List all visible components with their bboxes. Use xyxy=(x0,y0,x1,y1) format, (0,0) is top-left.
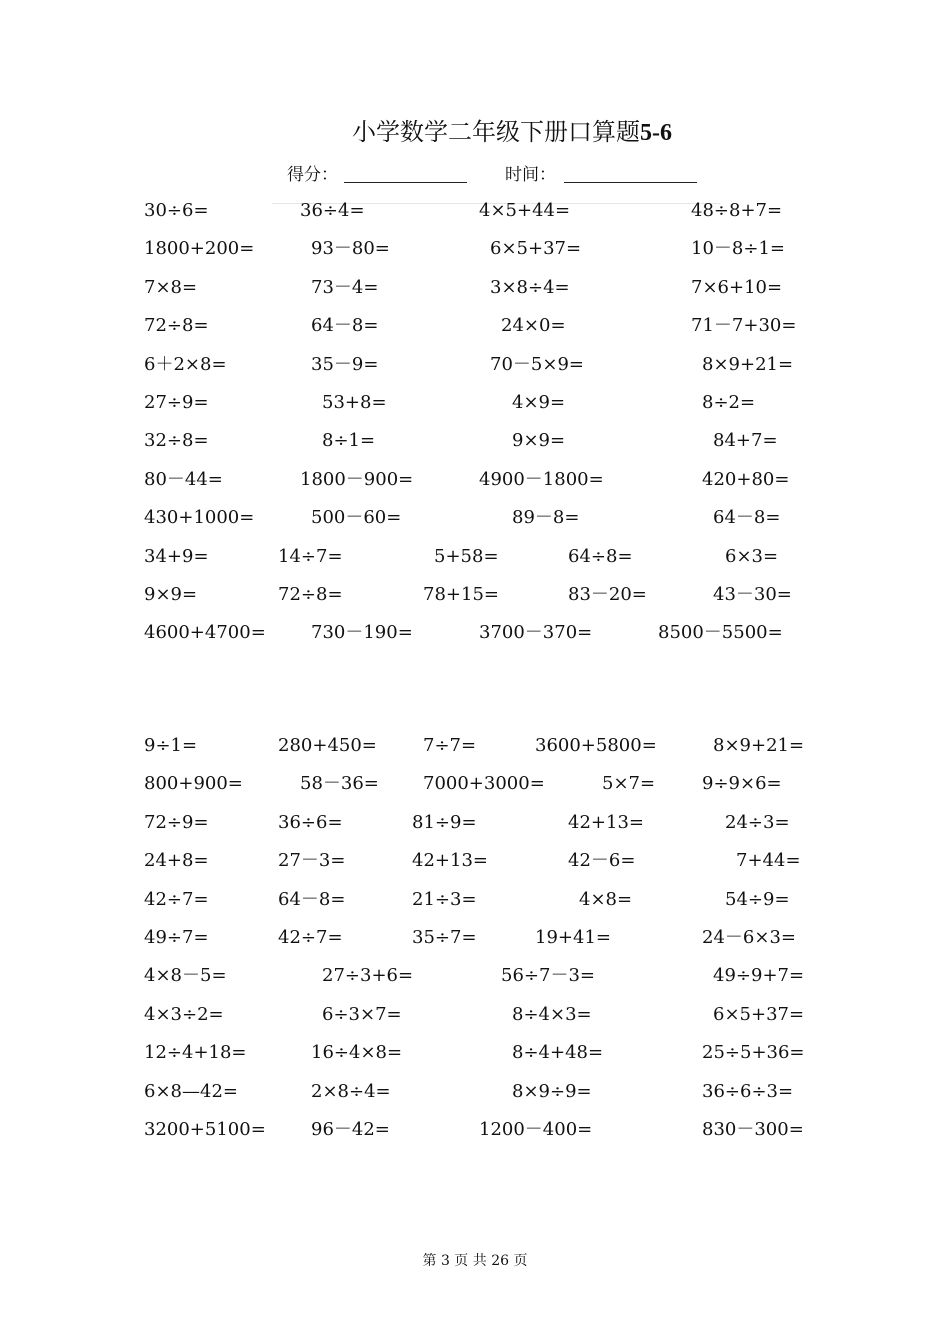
arithmetic-problem: 3×8÷4= xyxy=(490,277,570,298)
arithmetic-problem: 9÷9×6= xyxy=(702,773,782,794)
arithmetic-problem: 9×9= xyxy=(144,584,198,605)
arithmetic-problem: 8500－5500= xyxy=(658,622,783,643)
arithmetic-problem: 8×9÷9= xyxy=(512,1081,592,1102)
arithmetic-problem: 72÷8= xyxy=(278,584,343,605)
arithmetic-problem: 830－300= xyxy=(702,1119,804,1140)
arithmetic-problem: 1800+200= xyxy=(144,238,255,259)
arithmetic-problem: 25÷5+36= xyxy=(702,1042,805,1063)
arithmetic-problem: 3600+5800= xyxy=(535,735,657,756)
arithmetic-problem: 4×3÷2= xyxy=(144,1004,224,1025)
arithmetic-problem: 48÷8+7= xyxy=(691,200,783,221)
arithmetic-problem: 10－8÷1= xyxy=(691,238,785,259)
arithmetic-problem: 36÷4= xyxy=(300,200,365,221)
arithmetic-problem: 70－5×9= xyxy=(490,354,584,375)
arithmetic-problem: 6＋2×8= xyxy=(144,354,227,375)
arithmetic-problem: 42÷7= xyxy=(144,889,209,910)
arithmetic-problem: 42÷7= xyxy=(278,927,343,948)
score-blank[interactable] xyxy=(344,182,467,183)
arithmetic-problem: 64－8= xyxy=(713,507,781,528)
time-blank[interactable] xyxy=(564,182,697,183)
arithmetic-problem: 42－6= xyxy=(568,850,636,871)
arithmetic-problem: 49÷9+7= xyxy=(713,965,805,986)
arithmetic-problem: 500－60= xyxy=(311,507,402,528)
arithmetic-problem: 7+44= xyxy=(736,850,801,871)
arithmetic-problem: 24÷3= xyxy=(725,812,790,833)
arithmetic-problem: 36÷6÷3= xyxy=(702,1081,794,1102)
arithmetic-problem: 8×9+21= xyxy=(702,354,794,375)
page-title xyxy=(0,112,950,147)
arithmetic-problem: 4×8－5= xyxy=(144,965,227,986)
arithmetic-problem: 64－8= xyxy=(278,889,346,910)
arithmetic-problem: 1800－900= xyxy=(300,469,414,490)
title-text: 小学数学二年级下册口算题 xyxy=(352,118,640,146)
arithmetic-problem: 72÷9= xyxy=(144,812,209,833)
arithmetic-problem: 6÷3×7= xyxy=(322,1004,402,1025)
arithmetic-problem: 730－190= xyxy=(311,622,413,643)
arithmetic-problem: 9÷1= xyxy=(144,735,198,756)
arithmetic-problem: 80－44= xyxy=(144,469,223,490)
arithmetic-problem: 72÷8= xyxy=(144,315,209,336)
arithmetic-problem: 4900－1800= xyxy=(479,469,604,490)
arithmetic-problem: 43－30= xyxy=(713,584,792,605)
arithmetic-problem: 89－8= xyxy=(512,507,580,528)
arithmetic-problem: 35÷7= xyxy=(412,927,477,948)
arithmetic-problem: 24－6×3= xyxy=(702,927,796,948)
arithmetic-problem: 81÷9= xyxy=(412,812,477,833)
arithmetic-problem: 34+9= xyxy=(144,546,209,567)
arithmetic-problem: 27÷3+6= xyxy=(322,965,414,986)
arithmetic-problem: 27－3= xyxy=(278,850,346,871)
arithmetic-problem: 54÷9= xyxy=(725,889,790,910)
arithmetic-problem: 9×9= xyxy=(512,430,566,451)
arithmetic-problem: 56÷7－3= xyxy=(501,965,595,986)
arithmetic-problem: 6×5+37= xyxy=(713,1004,805,1025)
arithmetic-problem: 14÷7= xyxy=(278,546,343,567)
score-label: 得分： xyxy=(287,165,338,185)
arithmetic-problem: 3700－370= xyxy=(479,622,593,643)
arithmetic-problem: 8÷2= xyxy=(702,392,756,413)
arithmetic-problem: 30÷6= xyxy=(144,200,209,221)
arithmetic-problem: 83－20= xyxy=(568,584,647,605)
arithmetic-problem: 19+41= xyxy=(535,927,611,948)
arithmetic-problem: 2×8÷4= xyxy=(311,1081,391,1102)
arithmetic-problem: 3200+5100= xyxy=(144,1119,266,1140)
time-label: 时间： xyxy=(505,165,556,185)
arithmetic-problem: 7×6+10= xyxy=(691,277,783,298)
arithmetic-problem: 7÷7= xyxy=(423,735,477,756)
arithmetic-problem: 6×8—42= xyxy=(144,1081,238,1102)
arithmetic-problem: 12÷4+18= xyxy=(144,1042,247,1063)
arithmetic-problem: 24×0= xyxy=(501,315,566,336)
arithmetic-problem: 64÷8= xyxy=(568,546,633,567)
arithmetic-problem: 42+13= xyxy=(568,812,644,833)
arithmetic-problem: 36÷6= xyxy=(278,812,343,833)
arithmetic-problem: 4600+4700= xyxy=(144,622,266,643)
arithmetic-problem: 4×9= xyxy=(512,392,566,413)
arithmetic-problem: 49÷7= xyxy=(144,927,209,948)
arithmetic-problem: 6×3= xyxy=(725,546,779,567)
arithmetic-problem: 27÷9= xyxy=(144,392,209,413)
arithmetic-problem: 8÷4+48= xyxy=(512,1042,604,1063)
arithmetic-problem: 21÷3= xyxy=(412,889,477,910)
arithmetic-problem: 7×8= xyxy=(144,277,198,298)
arithmetic-problem: 32÷8= xyxy=(144,430,209,451)
title-number: 5-6 xyxy=(640,120,672,146)
arithmetic-problem: 93－80= xyxy=(311,238,390,259)
arithmetic-problem: 420+80= xyxy=(702,469,790,490)
arithmetic-problem: 35－9= xyxy=(311,354,379,375)
arithmetic-problem: 96－42= xyxy=(311,1119,390,1140)
arithmetic-problem: 1200－400= xyxy=(479,1119,593,1140)
arithmetic-problem: 8×9+21= xyxy=(713,735,805,756)
arithmetic-problem: 71－7+30= xyxy=(691,315,797,336)
arithmetic-problem: 24+8= xyxy=(144,850,209,871)
arithmetic-problem: 53+8= xyxy=(322,392,387,413)
arithmetic-problem: 430+1000= xyxy=(144,507,255,528)
arithmetic-problem: 64－8= xyxy=(311,315,379,336)
arithmetic-problem: 8÷1= xyxy=(322,430,376,451)
arithmetic-problem: 58－36= xyxy=(300,773,379,794)
arithmetic-problem: 800+900= xyxy=(144,773,243,794)
arithmetic-problem: 4×5+44= xyxy=(479,200,571,221)
arithmetic-problem: 5×7= xyxy=(602,773,656,794)
arithmetic-problem: 4×8= xyxy=(579,889,633,910)
arithmetic-problem: 16÷4×8= xyxy=(311,1042,403,1063)
arithmetic-problem: 84+7= xyxy=(713,430,778,451)
arithmetic-problem: 8÷4×3= xyxy=(512,1004,592,1025)
arithmetic-problem: 6×5+37= xyxy=(490,238,582,259)
arithmetic-problem: 5+58= xyxy=(434,546,499,567)
arithmetic-problem: 78+15= xyxy=(423,584,499,605)
arithmetic-problem: 42+13= xyxy=(412,850,488,871)
arithmetic-problem: 280+450= xyxy=(278,735,377,756)
arithmetic-problem: 7000+3000= xyxy=(423,773,545,794)
arithmetic-problem: 73－4= xyxy=(311,277,379,298)
page-footer: 第 3 页 共 26 页 xyxy=(422,1253,528,1269)
